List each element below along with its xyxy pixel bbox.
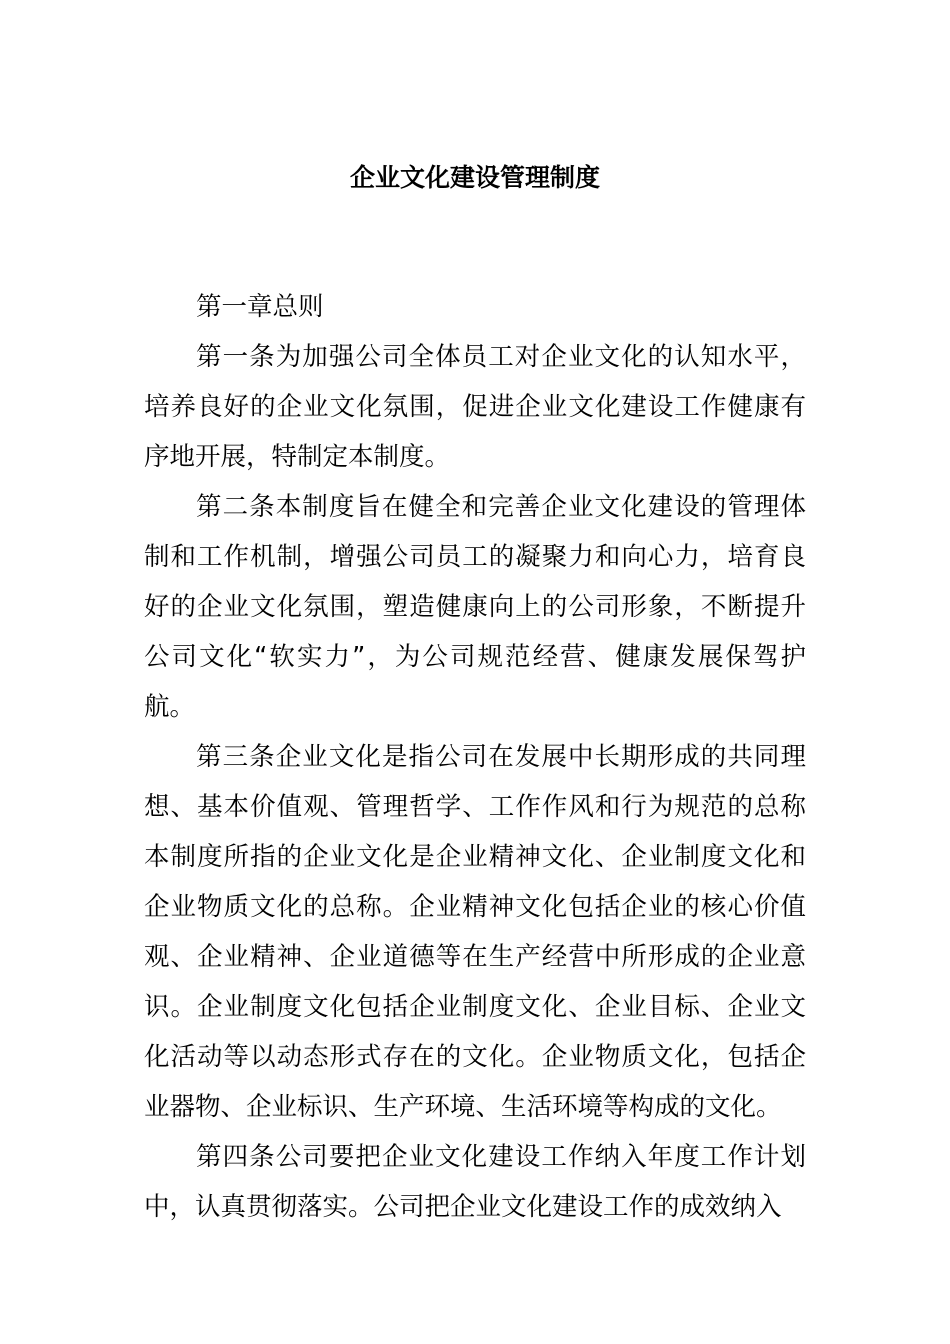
article-4: 第四条公司要把企业文化建设工作纳入年度工作计划中，认真贯彻落实。公司把企业文化建设工作的成效纳入 xyxy=(144,1142,806,1222)
document-title: 企业文化建设管理制度 xyxy=(349,163,600,192)
article-2: 第二条本制度旨在健全和完善企业文化建设的管理体制和工作机制，增强公司员工的凝聚力和向心力，培育良好的企业文化氛围，塑造健康向上的公司形象，不断提升公司文化“软实力”，为公司规范经营、健康发展保驾护航。 xyxy=(144,492,806,722)
chapter-heading: 第一章总则 xyxy=(196,292,324,322)
article-1: 第一条为加强公司全体员工对企业文化的认知水平，培养良好的企业文化氛围，促进企业文化建设工作健康有序地开展，特制定本制度。 xyxy=(144,342,806,472)
document-body xyxy=(144,282,806,1232)
article-3: 第三条企业文化是指公司在发展中长期形成的共同理想、基本价值观、管理哲学、工作作风和行为规范的总称本制度所指的企业文化是企业精神文化、企业制度文化和企业物质文化的总称。企业精神文化包括企业的核心价值观、企业精神、企业道德等在生产经营中所形成的企业意识。企业制度文化包括企业制度文化、企业目标、企业文化活动等以动态形式存在的文化。企业物质文化，包括企业器物、企业标识、生产环境、生活环境等构成的文化。 xyxy=(144,742,806,1122)
